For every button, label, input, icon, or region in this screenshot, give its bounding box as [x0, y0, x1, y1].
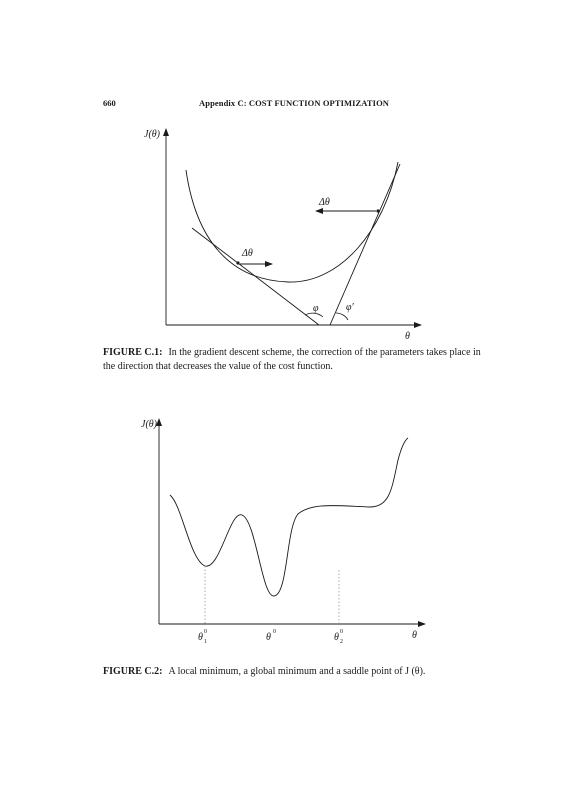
figure-c1-caption-text: In the gradient descent scheme, the correction of the parameters takes place in the direction that decreases the value of the cost function. — [103, 347, 481, 372]
x-axis-arrowhead — [418, 621, 426, 627]
tick-theta1-sub: 1 — [204, 639, 207, 645]
running-head: Appendix C: COST FUNCTION OPTIMIZATION — [199, 98, 390, 108]
angle-arc-phi-prime — [336, 313, 348, 320]
figure-c2 — [0, 410, 563, 660]
tick-theta1-symbol: θ — [198, 632, 203, 643]
tangent-left — [192, 228, 319, 325]
x-axis-arrowhead — [414, 322, 422, 328]
y-axis-label: J(θ) — [144, 129, 161, 140]
angle-label-phi-prime: φ′ — [346, 302, 354, 313]
tick-theta2-sub: 2 — [340, 639, 343, 645]
x-axis-label: θ — [412, 630, 417, 641]
figure-c1 — [0, 120, 563, 340]
page-number: 660 — [103, 98, 116, 108]
tick-theta0 — [266, 629, 276, 643]
cost-curve — [170, 438, 408, 596]
tangent-right — [330, 164, 400, 325]
delta-label-lower: Δθ — [242, 248, 253, 259]
delta-label-upper: Δθ — [319, 197, 330, 208]
x-axis-label: θ — [405, 331, 410, 342]
cost-curve — [186, 162, 398, 282]
figure-c1-caption-label: FIGURE C.1: — [103, 347, 163, 358]
tick-theta2 — [334, 629, 343, 645]
page-header — [0, 96, 563, 112]
y-axis-label: J(θ) — [141, 419, 158, 430]
angle-label-phi: φ — [313, 303, 319, 314]
tick-theta0-sup: 0 — [273, 629, 276, 635]
figure-c2-caption — [103, 665, 483, 679]
tangent-point-left — [236, 261, 239, 264]
tick-theta2-sup: 0 — [340, 629, 343, 635]
figure-c2-caption-text: A local minimum, a global minimum and a saddle point of J (θ). — [168, 666, 426, 677]
y-axis-arrowhead — [163, 128, 169, 136]
figure-c1-caption — [103, 346, 483, 373]
tick-theta2-symbol: θ — [334, 632, 339, 643]
tick-theta1 — [198, 629, 207, 645]
tick-theta1-sup: 0 — [204, 629, 207, 635]
tick-theta0-symbol: θ — [266, 632, 271, 643]
figure-c2-caption-label: FIGURE C.2: — [103, 666, 163, 677]
tangent-point-right — [376, 209, 379, 212]
